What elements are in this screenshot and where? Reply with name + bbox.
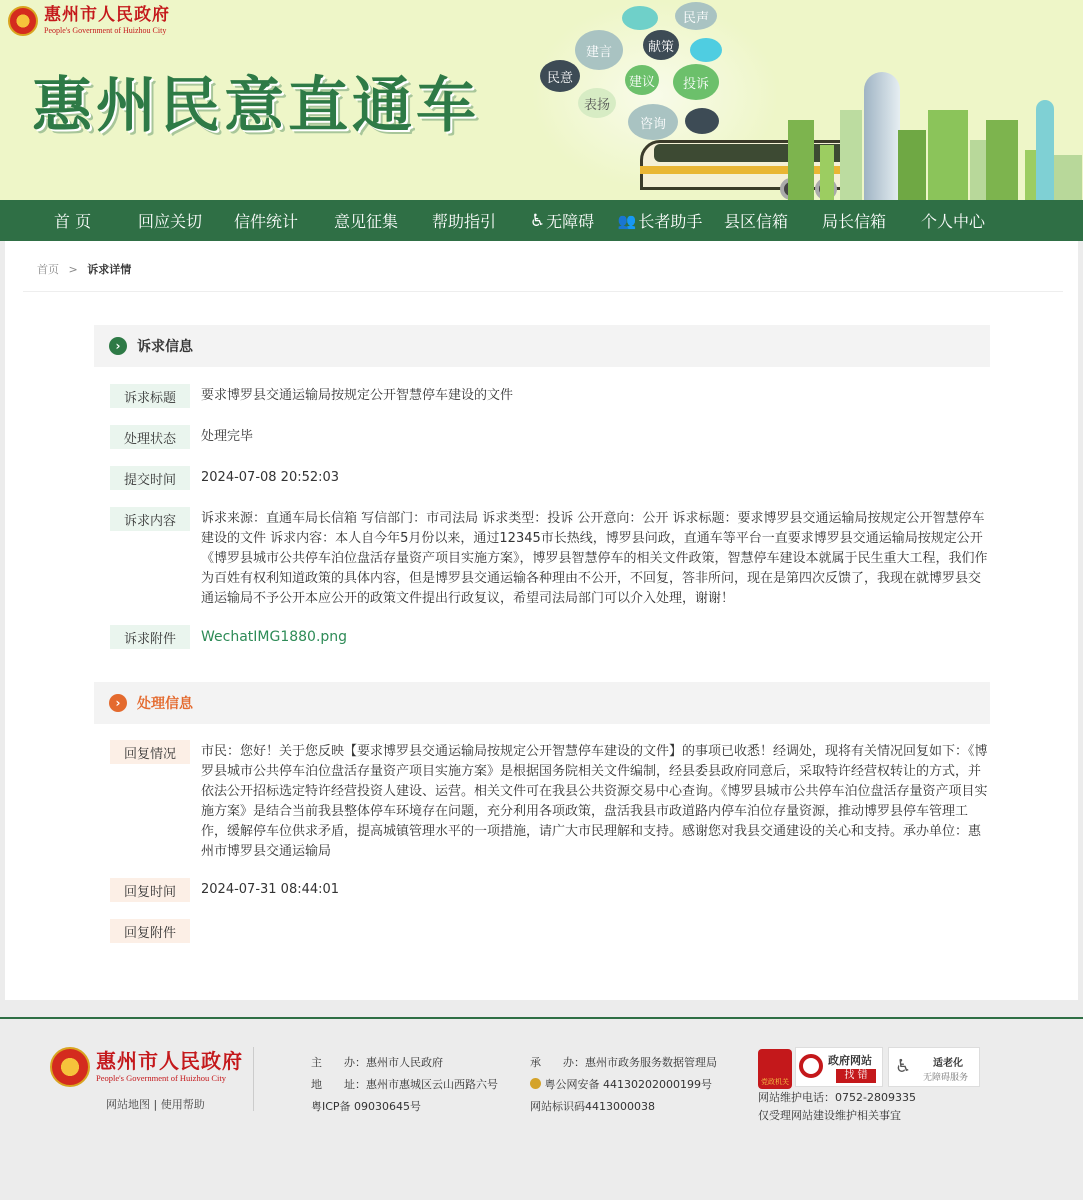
field-label: 回复情况 [110,740,190,764]
speech-bubble: 咨询 [628,104,678,140]
field-label: 提交时间 [110,466,190,490]
gov-logo[interactable] [8,6,170,36]
party-gov-badge[interactable]: 党政机关 [758,1049,792,1089]
footer-info-col-2 [530,1052,717,1118]
footer-address: 地 址：惠州市惠城区云山西路六号 [311,1078,498,1091]
divider [23,291,1063,292]
speech-bubble-icon [622,6,658,30]
nav-responses[interactable]: 回应关切 [137,212,202,231]
badge-text: 政府网站 [828,1054,872,1067]
breadcrumb [37,261,131,277]
reply-attachment-row [110,919,990,943]
speech-bubble-icon [685,108,719,134]
field-label: 处理状态 [110,425,190,449]
handling-section-header [94,682,990,724]
section-title: 处理信息 [137,696,193,712]
reply-time-value: 2024-07-31 08:44:01 [201,882,340,897]
reply-value: 市民：您好！关于您反映【要求博罗县交通运输局按规定公开智慧停车建设的文件】的事项已收悉！经调处，现将有关情况回复如下：《博罗县城市公共停车泊位盘活存量资产项目实施方案》是根据国务院相关文件编制，经县委县政府同意后，采取特许经营权转让的方式，并依法公开招标选定特许经营投资人建设、运营。相关文件可在我县公共资源交易中心查询。《博罗县城市公共停车泊位盘活存量资产项目实施方案》是结合当前我县整体停车环境存在问题，充分利用各项政策，盘活我县市政道路内停车泊位存量资源，推动博罗县停车管理工作，缓解停车位供求矛盾，提高城镇管理水平的一项措施，请广大市民理解和支持。感谢您对我县交通建设的关心和支持。承办单位：惠州市博罗县交通运输局 [201,744,988,859]
complaint-content-row [110,507,990,609]
breadcrumb-home[interactable]: 首页 [37,263,59,276]
nav-home[interactable]: 首 页 [54,212,92,231]
speech-bubble: 献策 [643,30,679,60]
nav-letter-stats[interactable]: 信件统计 [233,212,298,231]
gov-site-error-badge[interactable] [795,1047,883,1087]
banner-title: 惠州民意直通车 [32,71,480,141]
national-emblem-icon [8,6,38,36]
city-skyline-illustration [780,0,1083,200]
footer-contact [758,1089,916,1125]
chevron-right-icon: › [109,337,127,355]
speech-bubble: 建议 [625,65,659,95]
badge-text: 无障碍服务 [923,1073,969,1083]
main-nav [0,200,1083,241]
footer-gov-logo[interactable] [50,1047,243,1087]
wheelchair-icon: ♿ [529,210,546,231]
speech-bubble: 建言 [575,30,623,70]
nav-help-guide[interactable]: 帮助指引 [431,212,496,231]
field-label: 诉求标题 [110,384,190,408]
footer-operator: 承 办：惠州市政务服务数据管理局 [530,1056,717,1069]
reply-row [110,740,990,862]
section-title: 诉求信息 [137,339,193,355]
nav-accessibility-label: 无障碍 [546,212,595,231]
attachment-link[interactable]: WechatIMG1880.png [201,629,348,645]
footer-police-row[interactable] [530,1074,717,1096]
gov-name-en: People's Government of Huizhou City [44,26,167,35]
nav-county-mailbox[interactable]: 县区信箱 [723,212,788,231]
speech-bubble-icon [690,38,722,62]
badge-text: 找 错 [836,1069,876,1083]
national-emblem-icon [50,1047,90,1087]
footer-police: 粤公网安备 44130202000199号 [544,1078,712,1091]
speech-bubble: 表扬 [578,88,616,118]
nav-elder-label: 长者助手 [638,212,703,231]
submit-time-row [110,466,990,490]
footer-phone: 网站维护电话：0752-2809335 [758,1091,916,1104]
divider [253,1047,254,1111]
complaint-content-value: 诉求来源：直通车局长信箱 写信部门：市司法局 诉求类型：投诉 公开意向：公开 诉求标题：要求博罗县交通运输局按规定公开智慧停车建设的文件 诉求内容：本人自今年5月份以来，通过12345市长热线，博罗县问政，直通车等平台一直要求博罗县交通运输局按规定公开《博罗县城市公共停车泊位盘活存量资产项目实施方案》，博罗县智慧停车的相关文件政策，智慧停车建设本就属于民生重大工程，我们作为百姓有权利知道政策的具体内容，但是博罗县交通运输各种理由不公开，不回复，答非所问，现在是第四次反馈了，我现在就博罗县交通运输局不予公开本应公开的政策文件提出行政复议，希望司法局部门可以介入处理，谢谢！ [201,511,988,606]
footer-icp[interactable]: 粤ICP备 09030645号 [311,1100,422,1113]
site-header [0,0,1083,200]
field-label: 诉求附件 [110,625,190,649]
footer-gov-name-cn: 惠州市人民政府 [96,1049,243,1074]
nav-elder-assistant[interactable] [612,200,708,241]
complaint-title-value: 要求博罗县交通运输局按规定公开智慧停车建设的文件 [201,388,514,403]
speech-bubble: 投诉 [673,64,719,100]
nav-director-mailbox[interactable]: 局长信箱 [821,212,886,231]
footer-host: 主 办：惠州市人民政府 [311,1056,443,1069]
status-row [110,425,990,449]
speech-bubble: 民声 [675,2,717,30]
footer-gov-name-en: People's Government of Huizhou City [96,1073,226,1084]
status-value: 处理完毕 [201,429,254,444]
field-label: 回复时间 [110,878,190,902]
main-content [5,241,1078,1000]
field-label: 回复附件 [110,919,190,943]
elder-icon: 👥 [617,211,637,230]
footer-note: 仅受理网站建设维护相关事宜 [758,1109,901,1122]
chevron-right-icon: › [109,694,127,712]
nav-opinion-collection[interactable]: 意见征集 [333,212,398,231]
footer-links[interactable]: 网站地图 | 使用帮助 [106,1098,205,1111]
footer-site-code: 网站标识码4413000038 [530,1100,655,1113]
wheelchair-icon: ♿ [895,1056,912,1077]
field-label: 诉求内容 [110,507,190,531]
complaint-section-header [94,325,990,367]
nav-accessibility[interactable] [512,200,612,241]
footer-info-col-1 [311,1052,498,1118]
police-badge-icon [530,1078,541,1089]
speech-bubble: 民意 [540,60,580,92]
magnifier-icon [799,1054,823,1078]
breadcrumb-current: 诉求详情 [87,263,132,276]
reply-time-row [110,878,990,902]
elder-friendly-badge[interactable] [888,1047,980,1087]
breadcrumb-sep: > [68,263,78,276]
submit-time-value: 2024-07-08 20:52:03 [201,470,340,485]
badge-text: 适老化 [933,1058,963,1069]
gov-name-cn: 惠州市人民政府 [44,5,170,25]
nav-personal-center[interactable]: 个人中心 [920,212,985,231]
complaint-title-row [110,384,990,408]
complaint-attachment-row [110,625,990,649]
site-footer [0,1017,1083,1200]
